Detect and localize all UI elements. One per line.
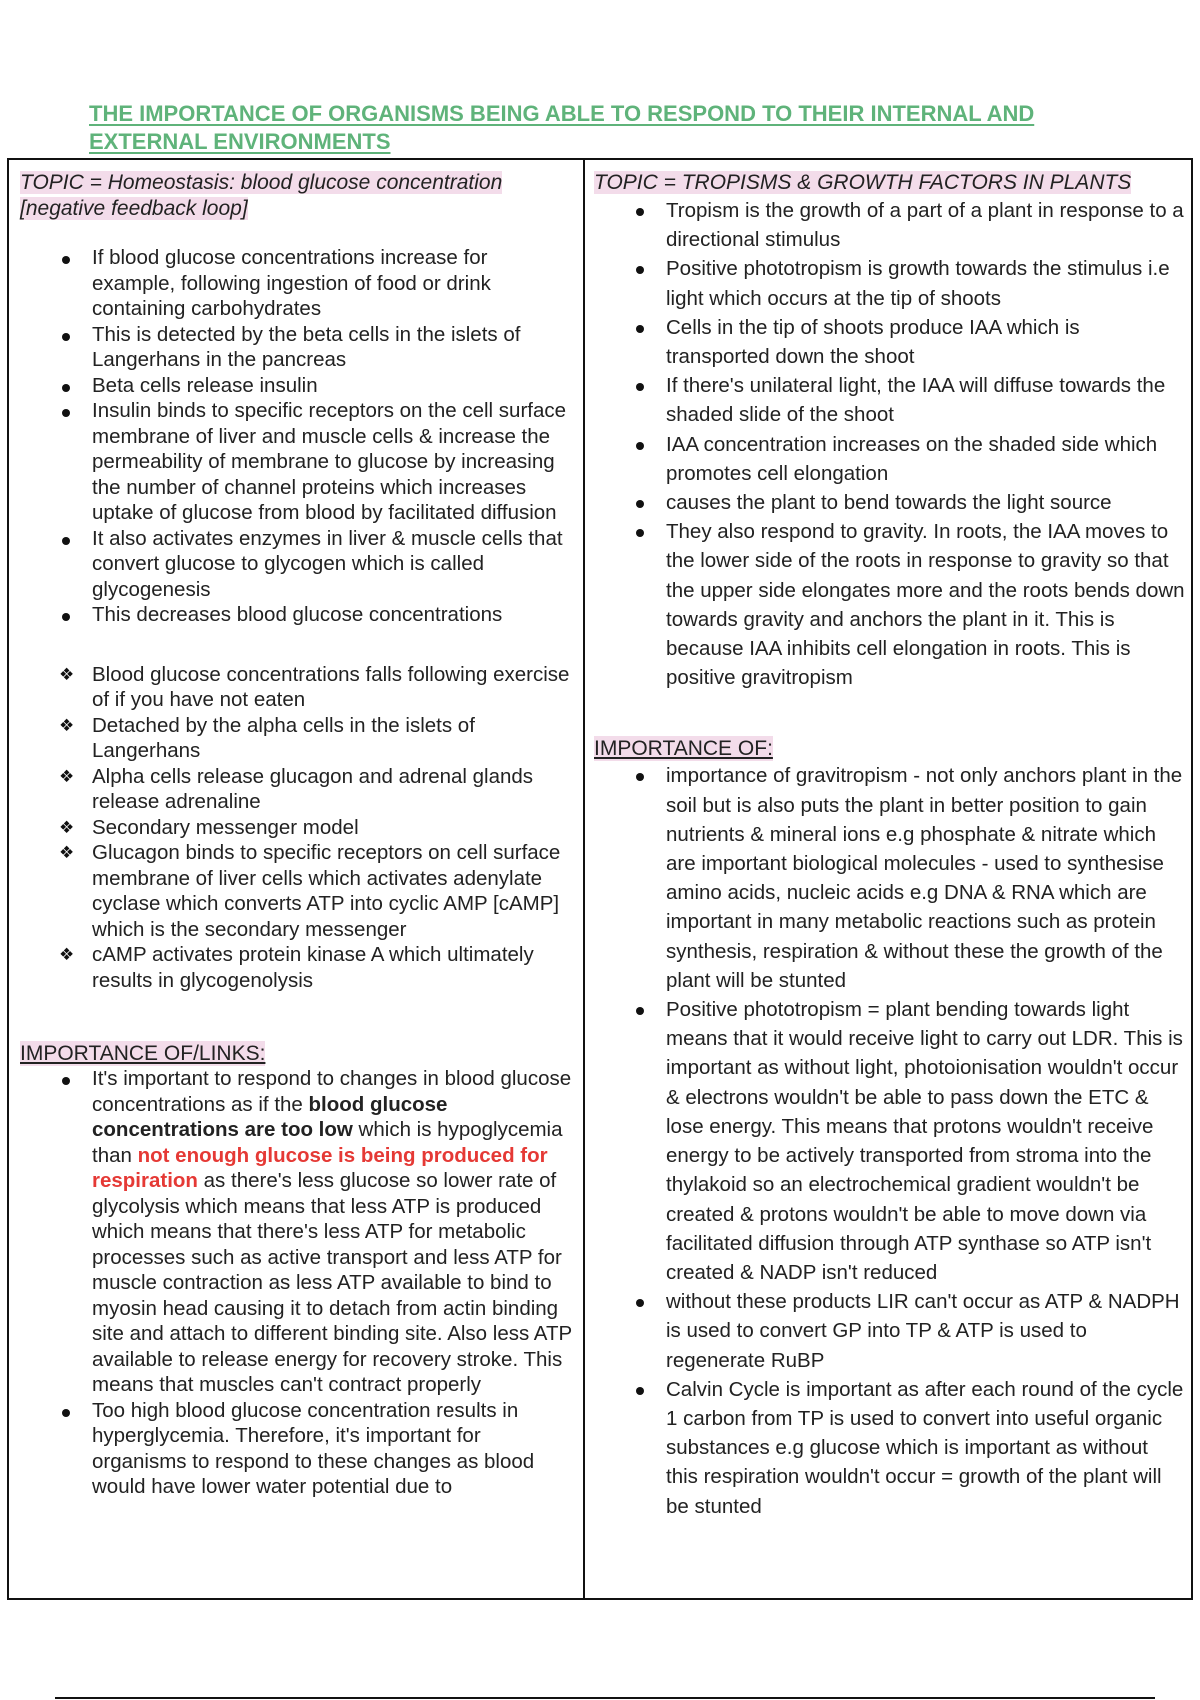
tropisms-topic-line: TOPIC = TROPISMS & GROWTH FACTORS IN PLANTS (594, 171, 1132, 194)
left-importance-list (20, 1066, 573, 1500)
list-item: This decreases blood glucose concentrations (92, 602, 573, 628)
list-item: without these products LIR can't occur as ATP & NADPH is used to convert GP into TP & ATP is used to regenerate RuBP (666, 1287, 1185, 1375)
importance-text: which is hypoglycemia than (92, 1118, 563, 1167)
list-item: causes the plant to bend towards the light source (666, 488, 1185, 517)
list-item: This is detected by the beta cells in the islets of Langerhans in the pancreas (92, 322, 573, 373)
homeostasis-topic (20, 170, 573, 222)
list-item: importance of gravitropism - not only anchors plant in the soil but is also puts the plant in better position to gain nutrients & mineral ions e.g phosphate & nitrate which are important biological molecules - used to synthesise amino acids, nucleic acids e.g DNA & RNA which are important in many metabolic reactions such as protein synthesis, respiration & without these the growth of the plant will be stunted (666, 761, 1185, 995)
list-item: If blood glucose concentrations increase for example, following ingestion of food or drink containing carbohydrates (92, 245, 573, 322)
tropisms-column (585, 160, 1191, 1598)
bold-text: blood glucose concentrations are too low (92, 1092, 448, 1141)
list-item: IAA concentration increases on the shaded side which promotes cell elongation (666, 430, 1185, 488)
list-item: They also respond to gravity. In roots, the IAA moves to the lower side of the roots in response to gravity so that the upper side elongates more and the roots bends down towards gravity and anchors the plant in it. This is because IAA inhibits cell elongation in roots. This is positive gravitropism (666, 517, 1185, 692)
list-item: ❖ Alpha cells release glucagon and adrenal glands release adrenaline (92, 764, 573, 815)
list-item (92, 1066, 573, 1398)
tropism-bullet-list (594, 196, 1185, 692)
list-item: Calvin Cycle is important as after each round of the cycle 1 carbon from TP is used to convert into useful organic substances e.g glucose which is important as without this respiration wouldn't occur = growth of the plant will be stunted (666, 1375, 1185, 1521)
importance-text: It's important to respond to changes in blood glucose concentrations as if the (92, 1067, 572, 1116)
homeostasis-topic-line-1: TOPIC = Homeostasis: blood glucose concentration (20, 171, 503, 194)
footer-divider (55, 1697, 1155, 1699)
tropisms-topic (594, 170, 1185, 196)
list-item: ❖ cAMP activates protein kinase A which ultimately results in glycogenolysis (92, 942, 573, 993)
list-item: Insulin binds to specific receptors on the cell surface membrane of liver and muscle cells & increase the permeability of membrane to glucose by increasing the number of channel proteins which increases uptake of glucose from blood by facilitated diffusion (92, 398, 573, 526)
list-item: ❖ Glucagon binds to specific receptors on cell surface membrane of liver cells which activates adenylate cyclase which converts ATP into cyclic AMP [cAMP] which is the secondary messenger (92, 840, 573, 942)
list-item: Cells in the tip of shoots produce IAA which is transported down the shoot (666, 313, 1185, 371)
list-item: Too high blood glucose concentration results in hyperglycemia. Therefore, it's important for organisms to respond to these changes as blood would have lower water potential due to (92, 1398, 573, 1500)
list-item: Positive phototropism = plant bending towards light means that it would receive light to carry out LDR. This is important as without light, photoionisation wouldn't occur & electrons wouldn't be able to pass down the ETC & lose energy. This means that protons wouldn't receive energy to be actively transported from stroma into the thylakoid so an electrochemical gradient wouldn't be created & protons wouldn't be able to move down via facilitated diffusion through ATP synthase so ATP isn't created & NADP isn't reduced (666, 995, 1185, 1287)
page-title: THE IMPORTANCE OF ORGANISMS BEING ABLE TO RESPOND TO THEIR INTERNAL AND EXTERNAL ENVIRONMENTS (89, 101, 1035, 154)
list-item: If there's unilateral light, the IAA will diffuse towards the shaded slide of the shoot (666, 371, 1185, 429)
notes-table (7, 158, 1193, 1600)
left-importance-heading: IMPORTANCE OF/LINKS: (20, 1042, 266, 1065)
list-item: Beta cells release insulin (92, 373, 573, 399)
red-highlight-text: not enough glucose is being produced for respiration (92, 1143, 548, 1192)
list-item: Tropism is the growth of a part of a plant in response to a directional stimulus (666, 196, 1185, 254)
list-item: ❖ Secondary messenger model (92, 815, 573, 841)
list-item: Positive phototropism is growth towards the stimulus i.e light which occurs at the tip of shoots (666, 254, 1185, 312)
right-importance-list (594, 761, 1185, 1520)
homeostasis-column (9, 160, 585, 1598)
right-importance-heading: IMPORTANCE OF: (594, 737, 773, 761)
insulin-bullet-list (20, 245, 573, 628)
list-item: ❖ Blood glucose concentrations falls following exercise of if you have not eaten (92, 662, 573, 713)
glucagon-diamond-list (20, 662, 573, 994)
homeostasis-topic-line-2: [negative feedback loop] (20, 197, 248, 220)
list-item: ❖ Detached by the alpha cells in the islets of Langerhans (92, 713, 573, 764)
list-item: It also activates enzymes in liver & muscle cells that convert glucose to glycogen which is called glycogenesis (92, 526, 573, 603)
importance-text: as there's less glucose so lower rate of glycolysis which means that less ATP is produced which means that there's less ATP for metabolic processes such as active transport and less ATP for muscle contraction as less ATP available to bind to myosin head causing it to detach from actin binding site and attach to different binding site. Also less ATP available to release energy for recovery stroke. This means that muscles can't contract properly (92, 1169, 572, 1396)
